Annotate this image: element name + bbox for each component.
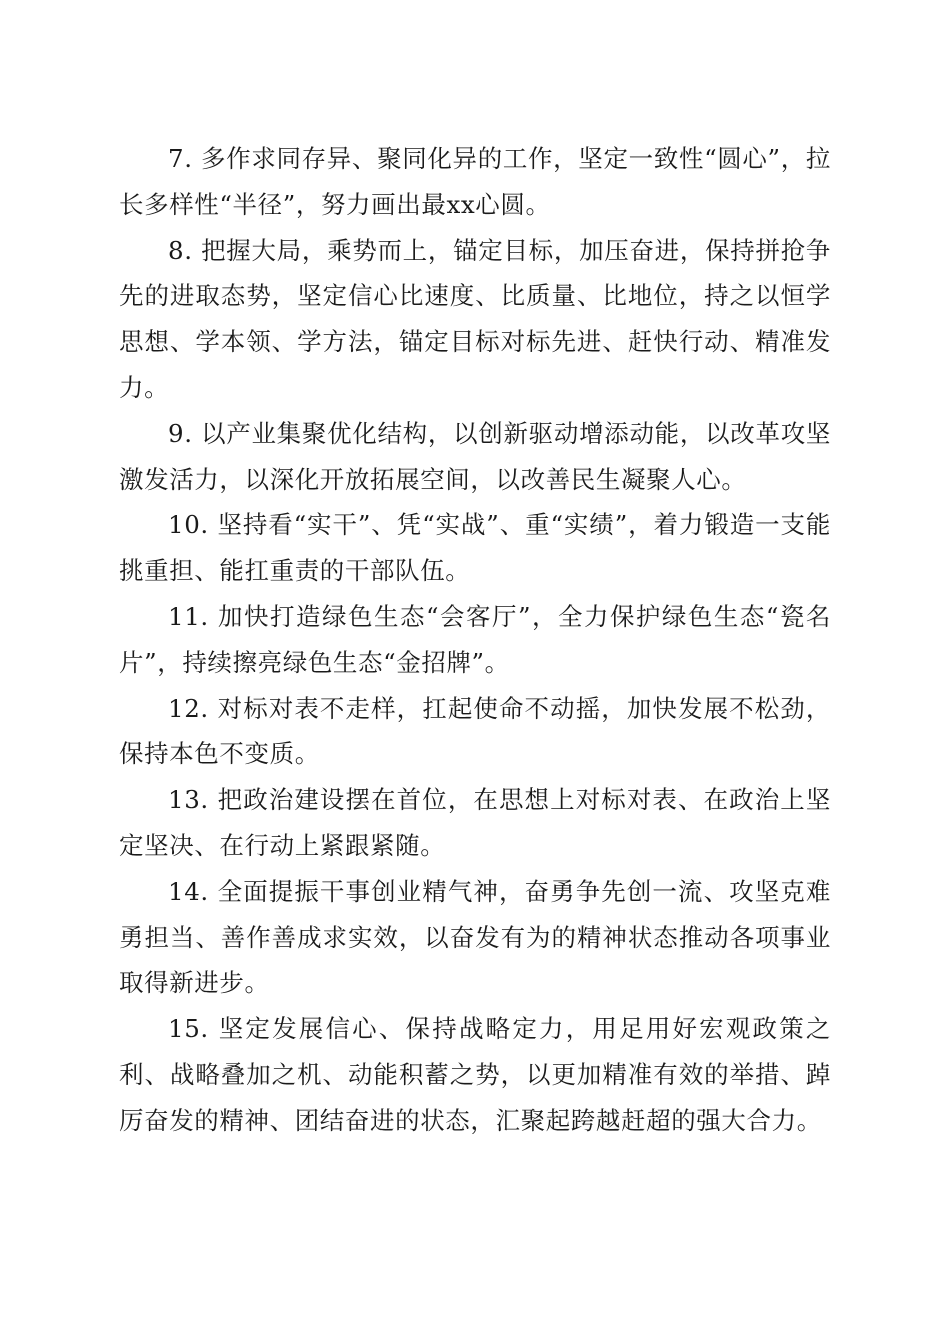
paragraph-item-10: 10. 坚持看“实干”、凭“实战”、重“实绩”，着力锻造一支能挑重担、能扛重责的干部队伍。: [119, 510, 831, 586]
paragraph-item-7: 7. 多作求同存异、聚同化异的工作，坚定一致性“圆心”，拉长多样性“半径”，努力画出最xx心圆。: [119, 144, 831, 219]
document-body: [119, 136, 831, 1144]
paragraph-item-13: 13. 把政治建设摆在首位，在思想上对标对表、在政治上坚定坚决、在行动上紧跟紧随。: [119, 785, 831, 860]
paragraph-item-15: 15. 坚定发展信心、保持战略定力，用足用好宏观政策之利、战略叠加之机、动能积蓄之势，以更加精准有效的举措、踔厉奋发的精神、团结奋进的状态，汇聚起跨越赶超的强大合力。: [119, 1014, 831, 1135]
paragraph-item-9: 9. 以产业集聚优化结构，以创新驱动增添动能，以改革攻坚激发活力，以深化开放拓展空间，以改善民生凝聚人心。: [119, 418, 831, 494]
paragraph-item-12: 12. 对标对表不走样，扛起使命不动摇，加快发展不松劲，保持本色不变质。: [119, 693, 831, 769]
paragraph-item-8: 8. 把握大局，乘势而上，锚定目标，加压奋进，保持拼抢争先的进取态势，坚定信心比速度、比质量、比地位，持之以恒学思想、学本领、学方法，锚定目标对标先进、赶快行动、精准发力。: [119, 235, 831, 402]
paragraph-item-14: 14. 全面提振干事创业精气神，奋勇争先创一流、攻坚克难勇担当、善作善成求实效，以奋发有为的精神状态推动各项事业取得新进步。: [119, 876, 831, 998]
paragraph-item-11: 11. 加快打造绿色生态“会客厅”，全力保护绿色生态“瓷名片”，持续擦亮绿色生态“金招牌”。: [119, 601, 831, 677]
